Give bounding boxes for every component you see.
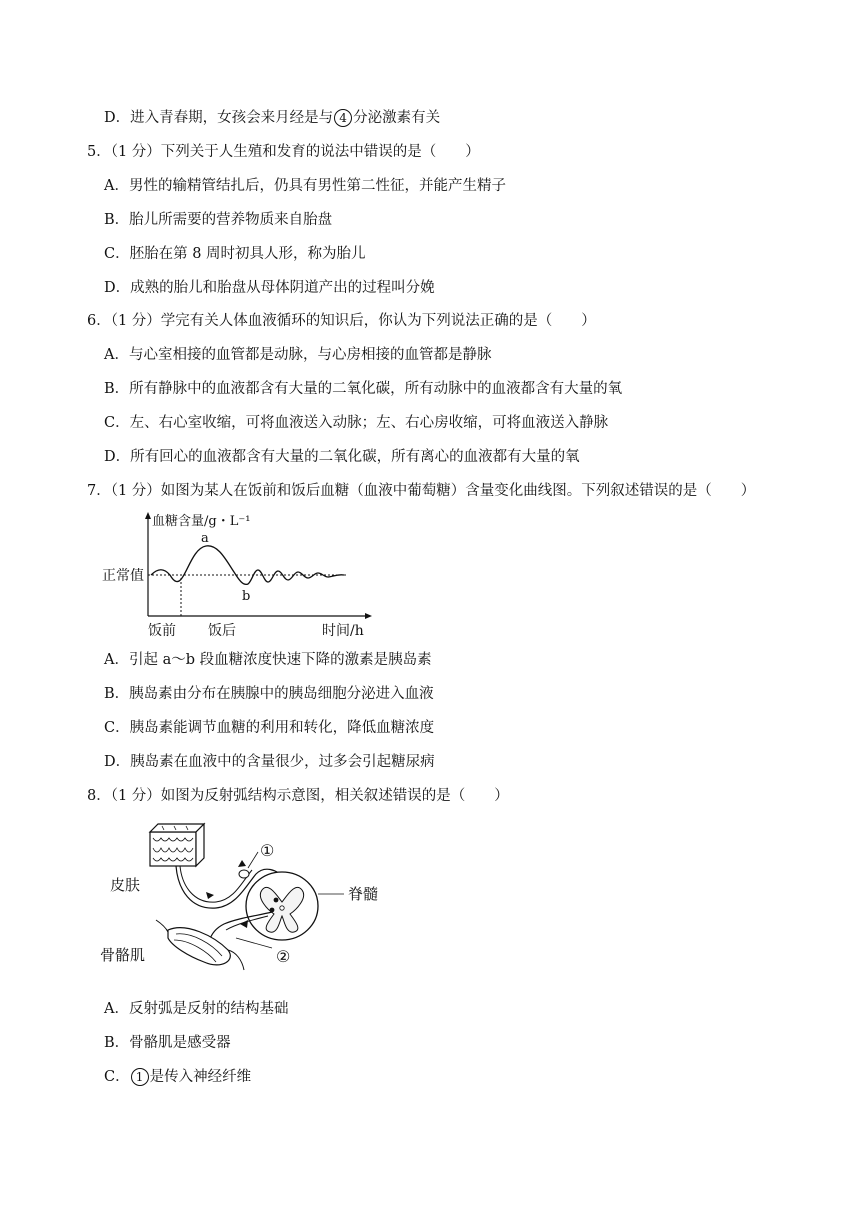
q6-option-a: A．与心室相接的血管都是动脉，与心房相接的血管都是静脉 [104,347,492,363]
ganglion [239,870,249,878]
q4-option-d-text-pre: D．进入青春期，女孩会来月经是与 [104,110,334,126]
q6-option-b: B．所有静脉中的血液都含有大量的二氧化碳，所有动脉中的血液都含有大量的氧 [104,381,623,397]
q7-stem: 7．（1 分）如图为某人在饭前和饭后血糖（血液中葡萄糖）含量变化曲线图。下列叙述错误的是（ ） [87,483,756,499]
q5-option-a: A．男性的输精管结扎后，仍具有男性第二性征，并能产生精子 [104,178,506,194]
blood-sugar-chart [96,508,386,643]
leader-line-1 [248,852,258,868]
q8-stem: 8．（1 分）如图为反射弧结构示意图，相关叙述错误的是（ ） [87,788,509,804]
point-label-b: b [242,589,251,604]
neuron-dot-2 [274,898,279,903]
arrow-efferent [240,920,248,928]
reflex-arc-diagram [96,820,406,975]
circled-number: 1 [131,1068,149,1086]
q5-option-b: B．胎儿所需要的营养物质来自胎盘 [104,212,333,228]
q5-stem: 5．（1 分）下列关于人生殖和发育的说法中错误的是（ ） [87,144,480,160]
spinal-cord [246,872,318,940]
blood-sugar-curve [151,546,344,585]
q8-option-c [104,1067,251,1087]
y-axis-label: 血糖含量/g・L⁻¹ [152,514,251,529]
circled-number: 4 [334,109,352,127]
q6-option-c: C．左、右心室收缩，可将血液送入动脉；左、右心房收缩，可将血液送入静脉 [104,415,609,431]
x-axis-arrow [365,613,372,619]
q4-option-d [104,108,440,128]
q5-option-d: D．成熟的胎儿和胎盘从母体阴道产出的过程叫分娩 [104,280,435,296]
q7-option-b: B．胰岛素由分布在胰腺中的胰岛细胞分泌进入血液 [104,686,434,702]
label-skin: 皮肤 [110,876,141,894]
label-spinal-cord: 脊髓 [348,885,379,903]
q5-option-c: C．胚胎在第 8 周时初具人形，称为胎儿 [104,246,366,262]
y-axis-arrow [145,512,151,519]
q6-stem: 6．（1 分）学完有关人体血液循环的知识后，你认为下列说法正确的是（ ） [87,313,596,329]
point-label-a: a [201,531,209,546]
q7-option-a: A．引起 a～b 段血糖浓度快速下降的激素是胰岛素 [104,652,432,668]
label-mark-2: ② [276,947,291,966]
neuron-dot-1 [270,908,275,913]
label-muscle: 骨骼肌 [100,946,146,964]
x-mark-before-meal: 饭前 [148,623,176,639]
q7-option-d: D．胰岛素在血液中的含量很少，过多会引起糖尿病 [104,754,435,770]
q6-option-d: D．所有回心的血液都含有大量的二氧化碳，所有离心的血液都有大量的氧 [104,449,580,465]
x-axis-label: 时间/h [322,623,364,639]
q8-option-b: B．骨骼肌是感受器 [104,1035,231,1051]
label-mark-1: ① [260,841,275,860]
arrow-afferent [206,892,214,899]
q8-option-c-text-pre: C． [104,1069,130,1085]
x-mark-after-meal: 饭后 [208,623,236,639]
q7-option-c: C．胰岛素能调节血糖的利用和转化，降低血糖浓度 [104,720,435,736]
q4-option-d-text-post: 分泌激素有关 [353,110,441,126]
arrow-afferent-2 [238,860,246,867]
skin-block [150,824,204,866]
q8-option-a: A．反射弧是反射的结构基础 [104,1001,289,1017]
q8-option-c-text-post: 是传入神经纤维 [149,1069,252,1085]
normal-level-label: 正常值 [102,568,144,584]
leader-line-2 [236,938,272,948]
